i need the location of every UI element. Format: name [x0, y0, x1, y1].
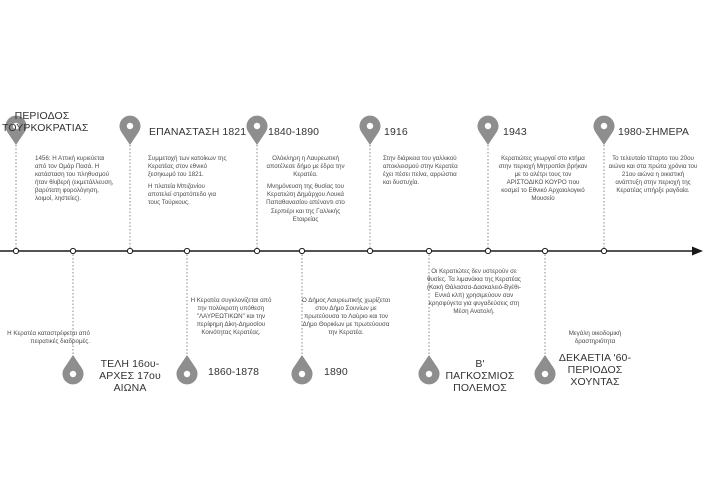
axis-marker-e1: [13, 248, 18, 253]
event-desc-e3-p2: Η πλατεία Μπιζανίου αποτελεί στρατόπεδο για τους Τούρκους.: [148, 183, 217, 207]
pin-marker-icon-e3: [120, 116, 141, 145]
event-title-e1: ΠΕΡΙΟΔΟΣ ΤΟΥΡΚΟΚΡΑΤΙΑΣ: [2, 110, 89, 134]
pin-marker-icon-e11: [594, 116, 615, 145]
pin-marker-icon-e8: [419, 355, 440, 384]
axis-marker-e5: [254, 248, 259, 253]
axis-marker-e6: [299, 248, 304, 253]
event-desc-e6: [302, 297, 390, 337]
pin-marker-icon-e6: [292, 355, 313, 384]
event-desc-e7-p1: Στην διάρκεια του γαλλικού αποκλεισμού στην Κερατέα έχει πέσει πείνα, αρρώστια και δυστυχία.: [383, 155, 458, 187]
event-desc-e11-p1: Το τελευταίο τέταρτο του 20ου αιώνα και στα πρώτα χρόνια του 21ου αιώνα η οικιστική ανάπτυξη στην περιοχή της Κερατέας υπήρξε ραγδαία.: [608, 155, 698, 195]
event-desc-e1: [35, 155, 115, 204]
event-desc-e11: [608, 155, 698, 195]
pin-marker-icon-e4: [177, 355, 198, 384]
axis-marker-e8: [426, 248, 431, 253]
event-desc-e2-p1: Η Κερατέα καταστρέφεται από πειρατικές διαδρομές.: [7, 330, 90, 346]
axis-marker-e9: [485, 248, 490, 253]
pin-marker-icon-e9: [478, 116, 499, 145]
event-desc-e2: [5, 330, 90, 346]
event-title-e11: 1980-ΣΗΜΕΡΑ: [618, 126, 690, 138]
event-desc-e3-p1: Συμμετοχή των κατοίκων της Κερατέας στον εθνικό ξεσηκωμό του 1821.: [148, 155, 227, 179]
axis-marker-e4: [184, 248, 189, 253]
event-desc-e3: [148, 155, 228, 208]
event-desc-e10: [553, 330, 637, 346]
event-title-e8: Β' ΠΑΓΚΟΣΜΙΟΣ ΠΟΛΕΜΟΣ: [445, 358, 515, 394]
timeline-arrowhead: [692, 247, 703, 256]
event-desc-e10-p1: Μεγάλη οικοδομική δραστηριότητα: [568, 330, 622, 346]
event-desc-e9-p1: Κερατιώτες γεωργοί στο κτήμα στην περιοχή Μητροπίσι βρήκαν με το αλέτρι τους τον ΑΡΙΣΤΟΔΙΚΟ ΚΟΥΡΟ που κοσμεί το Εθνικό Αρχαιολογικό Μουσείο: [498, 155, 588, 203]
event-desc-e5: [263, 155, 348, 224]
event-desc-e7: [383, 155, 465, 187]
event-title-e10: ΔΕΚΑΕΤΙΑ '60-ΠΕΡΙΟΔΟΣ ΧΟΥΝΤΑΣ: [558, 352, 632, 388]
pin-marker-icon-e7: [360, 116, 381, 145]
axis-marker-e7: [367, 248, 372, 253]
event-desc-e8: [425, 268, 523, 317]
axis-marker-e10: [542, 248, 547, 253]
event-desc-e4-p1: Η Κερατέα συγκλονίζεται από την πολύκροτη υπόθεση "ΛΑΥΡΕΩΤΙΚΩΝ" και την περίφημη Δίκη-Δημοσίου Κοινότητας Κερατέας.: [190, 297, 272, 337]
event-desc-e9: [497, 155, 589, 204]
event-desc-e5-p2: Μνημόνευση της θυσίας του Κερατιώτη Δημάρχου Λουκά Παπαθανασίου απέναντι στο Σερπιέρι και της Γαλλικής Εταιρείας: [266, 183, 345, 223]
axis-marker-e11: [601, 248, 606, 253]
pin-marker-icon-e10: [535, 355, 556, 384]
event-desc-e5-p1: Ολόκληρη η Λαυρεωτική αποτέλεσε δήμο με έδρα την Κερατέα.: [266, 155, 345, 179]
event-title-e5: 1840-1890: [268, 126, 320, 138]
axis-marker-e2: [70, 248, 75, 253]
event-desc-e8-p1: Οι Κερατιώτες δεν υστερούν σε θυσίες. Τα λιμανάκια της Κερατέας (Κακή Θάλασσα-Δασκαλειό-Βγέθι-Εννιά κλπ) χρησιμεύουν σαν κρησφύγετα για φυγαδεύσεις στη Μέση Ανατολή.: [427, 268, 521, 316]
event-title-e9: 1943: [503, 126, 527, 138]
event-title-e4: 1860-1878: [208, 366, 260, 378]
event-title-e6: 1890: [324, 366, 348, 378]
event-desc-e4: [187, 297, 275, 337]
axis-marker-e3: [127, 248, 132, 253]
event-title-e7: 1916: [384, 126, 408, 138]
event-desc-e1-p1: 1456: Η Αττική κυριεύεται από τον Ομάρ Πασά. Η κατάσταση του πληθυσμού ήταν θλιβερή (εκμετάλλευση, βαρύτατη φορολόγηση, λοιμοί, ληστείες).: [35, 155, 114, 203]
pin-marker-icon-e2: [63, 355, 84, 384]
event-desc-e6-p1: Ο Δήμος Λαυρεωτικής χωρίζεται στον Δήμο Σουνίων με πρωτεύουσα το Λαύριο και τον Δήμο Θορικίων με πρωτεύουσα την Κερατέα.: [302, 297, 390, 337]
event-title-e3: ΕΠΑΝΑΣΤΑΣΗ 1821: [149, 126, 247, 138]
event-title-e2: ΤΕΛΗ 16ου-ΑΡΧΕΣ 17ου ΑΙΩΝΑ: [99, 358, 161, 394]
